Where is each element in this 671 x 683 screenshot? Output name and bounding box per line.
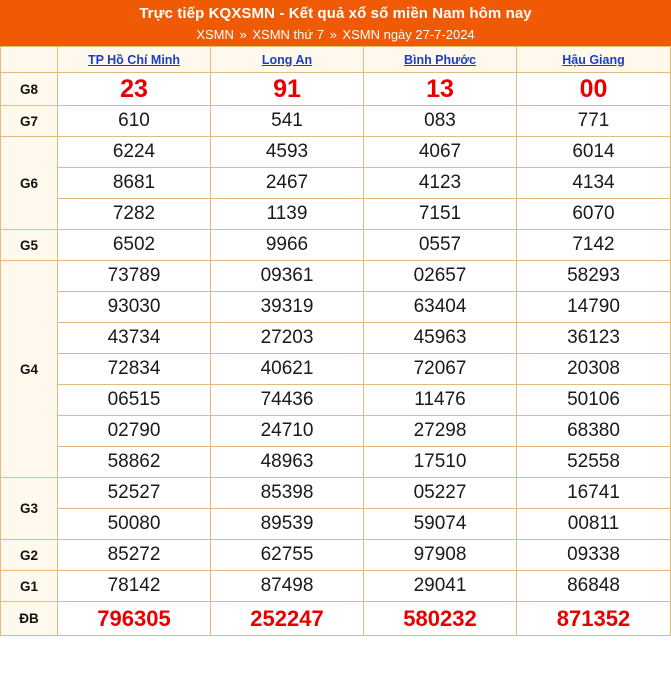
prize-value-g6-binhphuoc-1: 4067 — [364, 137, 517, 168]
table-row — [1, 230, 671, 261]
column-header-haugiang — [517, 47, 671, 73]
prize-value-g8-longan: 91 — [211, 73, 364, 106]
table-row — [1, 323, 671, 354]
prize-value-g4-longan-1: 09361 — [211, 261, 364, 292]
prize-value-g5-longan: 9966 — [211, 230, 364, 261]
prize-value-g3-longan-1: 85398 — [211, 478, 364, 509]
prize-value-g3-binhphuoc-1: 05227 — [364, 478, 517, 509]
prize-value-g8-binhphuoc: 13 — [364, 73, 517, 106]
prize-value-g3-longan-2: 89539 — [211, 509, 364, 540]
prize-value-g4-binhphuoc-3: 45963 — [364, 323, 517, 354]
column-header-longan — [211, 47, 364, 73]
page-title: Trực tiếp KQXSMN - Kết quả xổ số miền Nam hôm nay — [139, 5, 532, 22]
prize-value-g3-haugiang-1: 16741 — [517, 478, 671, 509]
prize-value-g4-haugiang-1: 58293 — [517, 261, 671, 292]
prize-value-g4-binhphuoc-5: 11476 — [364, 385, 517, 416]
prize-value-g6-haugiang-1: 6014 — [517, 137, 671, 168]
prize-value-g6-binhphuoc-3: 7151 — [364, 199, 517, 230]
table-row — [1, 73, 671, 106]
table-row — [1, 540, 671, 571]
prize-value-g4-longan-3: 27203 — [211, 323, 364, 354]
prize-value-g4-longan-4: 40621 — [211, 354, 364, 385]
prize-value-g2-longan: 62755 — [211, 540, 364, 571]
prize-value-g6-haugiang-2: 4134 — [517, 168, 671, 199]
prize-value-g4-haugiang-6: 68380 — [517, 416, 671, 447]
province-link-longan[interactable]: Long An — [261, 52, 313, 67]
prize-value-g6-binhphuoc-2: 4123 — [364, 168, 517, 199]
prize-label-g1: G1 — [1, 571, 58, 602]
table-header-row — [1, 47, 671, 73]
table-row — [1, 261, 671, 292]
prize-value-g4-binhphuoc-7: 17510 — [364, 447, 517, 478]
prize-value-g4-haugiang-5: 50106 — [517, 385, 671, 416]
prize-value-db-hcm: 796305 — [58, 602, 211, 636]
prize-value-g5-hcm: 6502 — [58, 230, 211, 261]
table-row — [1, 571, 671, 602]
breadcrumb — [0, 25, 671, 44]
prize-value-db-longan: 252247 — [211, 602, 364, 636]
prize-value-g1-hcm: 78142 — [58, 571, 211, 602]
results-table — [0, 46, 671, 636]
prize-value-g6-hcm-2: 8681 — [58, 168, 211, 199]
prize-label-g8: G8 — [1, 73, 58, 106]
prize-value-g7-binhphuoc: 083 — [364, 106, 517, 137]
page-header — [0, 0, 671, 46]
prize-label-g4: G4 — [1, 261, 58, 478]
prize-value-g4-longan-7: 48963 — [211, 447, 364, 478]
prize-value-g1-haugiang: 86848 — [517, 571, 671, 602]
prize-value-g4-binhphuoc-6: 27298 — [364, 416, 517, 447]
breadcrumb-item-2[interactable]: XSMN thứ 7 — [252, 27, 324, 42]
prize-value-g6-hcm-3: 7282 — [58, 199, 211, 230]
prize-label-g5: G5 — [1, 230, 58, 261]
table-row — [1, 292, 671, 323]
prize-value-g4-hcm-1: 73789 — [58, 261, 211, 292]
prize-value-g1-binhphuoc: 29041 — [364, 571, 517, 602]
prize-label-g6: G6 — [1, 137, 58, 230]
prize-value-g2-haugiang: 09338 — [517, 540, 671, 571]
table-row — [1, 199, 671, 230]
prize-value-g5-haugiang: 7142 — [517, 230, 671, 261]
table-row — [1, 106, 671, 137]
prize-value-g3-hcm-2: 50080 — [58, 509, 211, 540]
table-row — [1, 385, 671, 416]
prize-value-g4-haugiang-4: 20308 — [517, 354, 671, 385]
table-row — [1, 509, 671, 540]
prize-value-g4-hcm-2: 93030 — [58, 292, 211, 323]
prize-value-g4-haugiang-7: 52558 — [517, 447, 671, 478]
prize-value-g5-binhphuoc: 0557 — [364, 230, 517, 261]
breadcrumb-separator-2: » — [329, 27, 337, 42]
prize-value-g4-hcm-4: 72834 — [58, 354, 211, 385]
prize-value-g3-haugiang-2: 00811 — [517, 509, 671, 540]
prize-value-g4-binhphuoc-4: 72067 — [364, 354, 517, 385]
prize-value-g4-hcm-7: 58862 — [58, 447, 211, 478]
prize-value-g4-hcm-5: 06515 — [58, 385, 211, 416]
breadcrumb-separator-1: » — [239, 27, 247, 42]
prize-value-g2-hcm: 85272 — [58, 540, 211, 571]
prize-value-db-binhphuoc: 580232 — [364, 602, 517, 636]
prize-value-g8-haugiang: 00 — [517, 73, 671, 106]
prize-label-g3: G3 — [1, 478, 58, 540]
table-row — [1, 137, 671, 168]
province-link-binhphuoc[interactable]: Bình Phước — [403, 52, 477, 67]
prize-value-g4-hcm-3: 43734 — [58, 323, 211, 354]
prize-value-g4-haugiang-3: 36123 — [517, 323, 671, 354]
prize-value-db-haugiang: 871352 — [517, 602, 671, 636]
prize-value-g8-hcm: 23 — [58, 73, 211, 106]
prize-value-g4-longan-6: 24710 — [211, 416, 364, 447]
table-row — [1, 354, 671, 385]
prize-label-g2: G2 — [1, 540, 58, 571]
prize-value-g6-haugiang-3: 6070 — [517, 199, 671, 230]
table-row — [1, 416, 671, 447]
table-body — [1, 73, 671, 636]
column-header-binhphuoc — [364, 47, 517, 73]
prize-value-g6-longan-1: 4593 — [211, 137, 364, 168]
breadcrumb-item-1[interactable]: XSMN — [196, 27, 234, 42]
province-link-haugiang[interactable]: Hậu Giang — [562, 52, 625, 67]
prize-value-g3-hcm-1: 52527 — [58, 478, 211, 509]
prize-value-g4-longan-5: 74436 — [211, 385, 364, 416]
prize-value-g7-longan: 541 — [211, 106, 364, 137]
table-row — [1, 447, 671, 478]
prize-value-g3-binhphuoc-2: 59074 — [364, 509, 517, 540]
prize-value-g4-haugiang-2: 14790 — [517, 292, 671, 323]
prize-value-g6-longan-2: 2467 — [211, 168, 364, 199]
table-row — [1, 168, 671, 199]
prize-value-g2-binhphuoc: 97908 — [364, 540, 517, 571]
table-row — [1, 602, 671, 636]
prize-value-g6-hcm-1: 6224 — [58, 137, 211, 168]
prize-value-g7-haugiang: 771 — [517, 106, 671, 137]
province-link-hcm[interactable]: TP Hồ Chí Minh — [87, 52, 181, 67]
column-header-hcm — [58, 47, 211, 73]
prize-value-g4-binhphuoc-1: 02657 — [364, 261, 517, 292]
prize-value-g6-longan-3: 1139 — [211, 199, 364, 230]
breadcrumb-item-3[interactable]: XSMN ngày 27-7-2024 — [342, 27, 475, 42]
prize-value-g4-binhphuoc-2: 63404 — [364, 292, 517, 323]
prize-label-db: ĐB — [1, 602, 58, 636]
prize-value-g4-longan-2: 39319 — [211, 292, 364, 323]
table-head — [1, 47, 671, 73]
table-row — [1, 478, 671, 509]
prize-value-g7-hcm: 610 — [58, 106, 211, 137]
prize-value-g1-longan: 87498 — [211, 571, 364, 602]
corner-cell — [1, 47, 58, 73]
prize-value-g4-hcm-6: 02790 — [58, 416, 211, 447]
prize-label-g7: G7 — [1, 106, 58, 137]
